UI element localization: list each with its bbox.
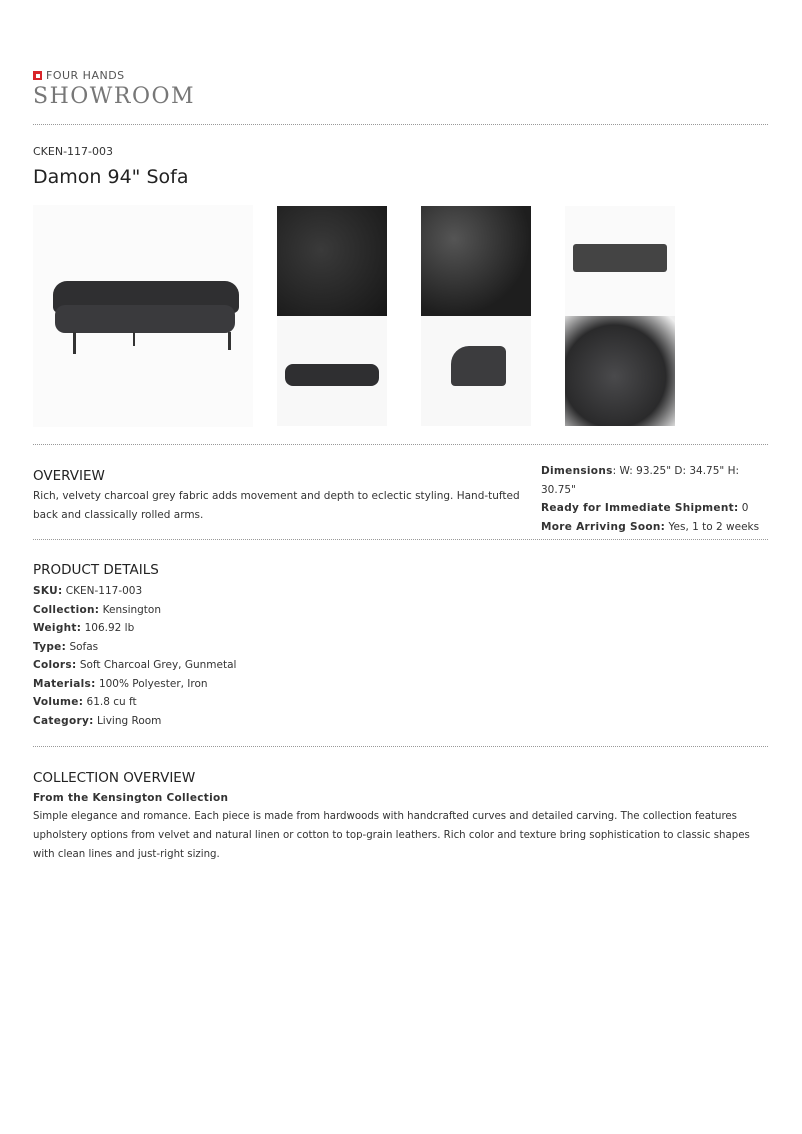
- overview-text: Rich, velvety charcoal grey fabric adds movement and depth to eclectic styling. Hand-tufted back and classically rolled arms.: [33, 490, 520, 521]
- brand-showroom: SHOWROOM: [33, 84, 196, 109]
- sofa-side-thumbnail[interactable]: [421, 316, 531, 426]
- arm-detail-thumbnail[interactable]: [565, 316, 675, 426]
- divider: [33, 444, 768, 445]
- product-main-image[interactable]: [33, 205, 253, 427]
- sofa-back-thumbnail[interactable]: [565, 206, 675, 316]
- spec-ready-shipment: Ready for Immediate Shipment: 0: [541, 502, 749, 514]
- details-list: [33, 582, 236, 730]
- spec-arriving-soon: More Arriving Soon: Yes, 1 to 2 weeks: [541, 520, 760, 533]
- brand-logo: [33, 69, 125, 82]
- detail-collection: Collection: Kensington: [33, 603, 162, 616]
- detail-sku: SKU: CKEN-117-003: [33, 585, 143, 597]
- detail-volume: Volume: 61.8 cu ft: [33, 696, 137, 708]
- collection-text: Simple elegance and romance. Each piece is made from hardwoods with handcrafted curves and detailed carving. The collection features upholstery options from velvet and natural linen or cotton to top-grain leathers. Rich color and texture bring sophistication to classic shapes with clean lines and just-right sizing.: [33, 811, 750, 860]
- collection-subheading: From the Kensington Collection: [33, 792, 229, 804]
- product-sku: CKEN-117-003: [33, 145, 114, 158]
- detail-category: Category: Living Room: [33, 714, 162, 727]
- product-details-heading: PRODUCT DETAILS: [33, 562, 159, 578]
- detail-type: Type: Sofas: [33, 640, 99, 653]
- tufting-detail-thumbnail[interactable]: [421, 206, 531, 316]
- detail-materials: Materials: 100% Polyester, Iron: [33, 677, 208, 690]
- detail-colors: Colors: Soft Charcoal Grey, Gunmetal: [33, 659, 237, 671]
- divider: [33, 124, 768, 125]
- divider: [33, 746, 768, 747]
- detail-weight: Weight: 106.92 lb: [33, 622, 135, 634]
- brand-name: FOUR HANDS: [46, 69, 125, 82]
- brand-square-icon: [33, 71, 42, 80]
- spec-list: [541, 462, 768, 536]
- overview-heading: OVERVIEW: [33, 468, 105, 484]
- divider: [33, 539, 768, 540]
- fabric-swatch-thumbnail[interactable]: [277, 206, 387, 316]
- collection-heading: COLLECTION OVERVIEW: [33, 770, 196, 786]
- spec-dimensions: Dimensions: W: 93.25" D: 34.75" H: 30.75": [541, 465, 740, 496]
- sofa-front-thumbnail[interactable]: [277, 316, 387, 426]
- product-title: Damon 94" Sofa: [33, 166, 189, 188]
